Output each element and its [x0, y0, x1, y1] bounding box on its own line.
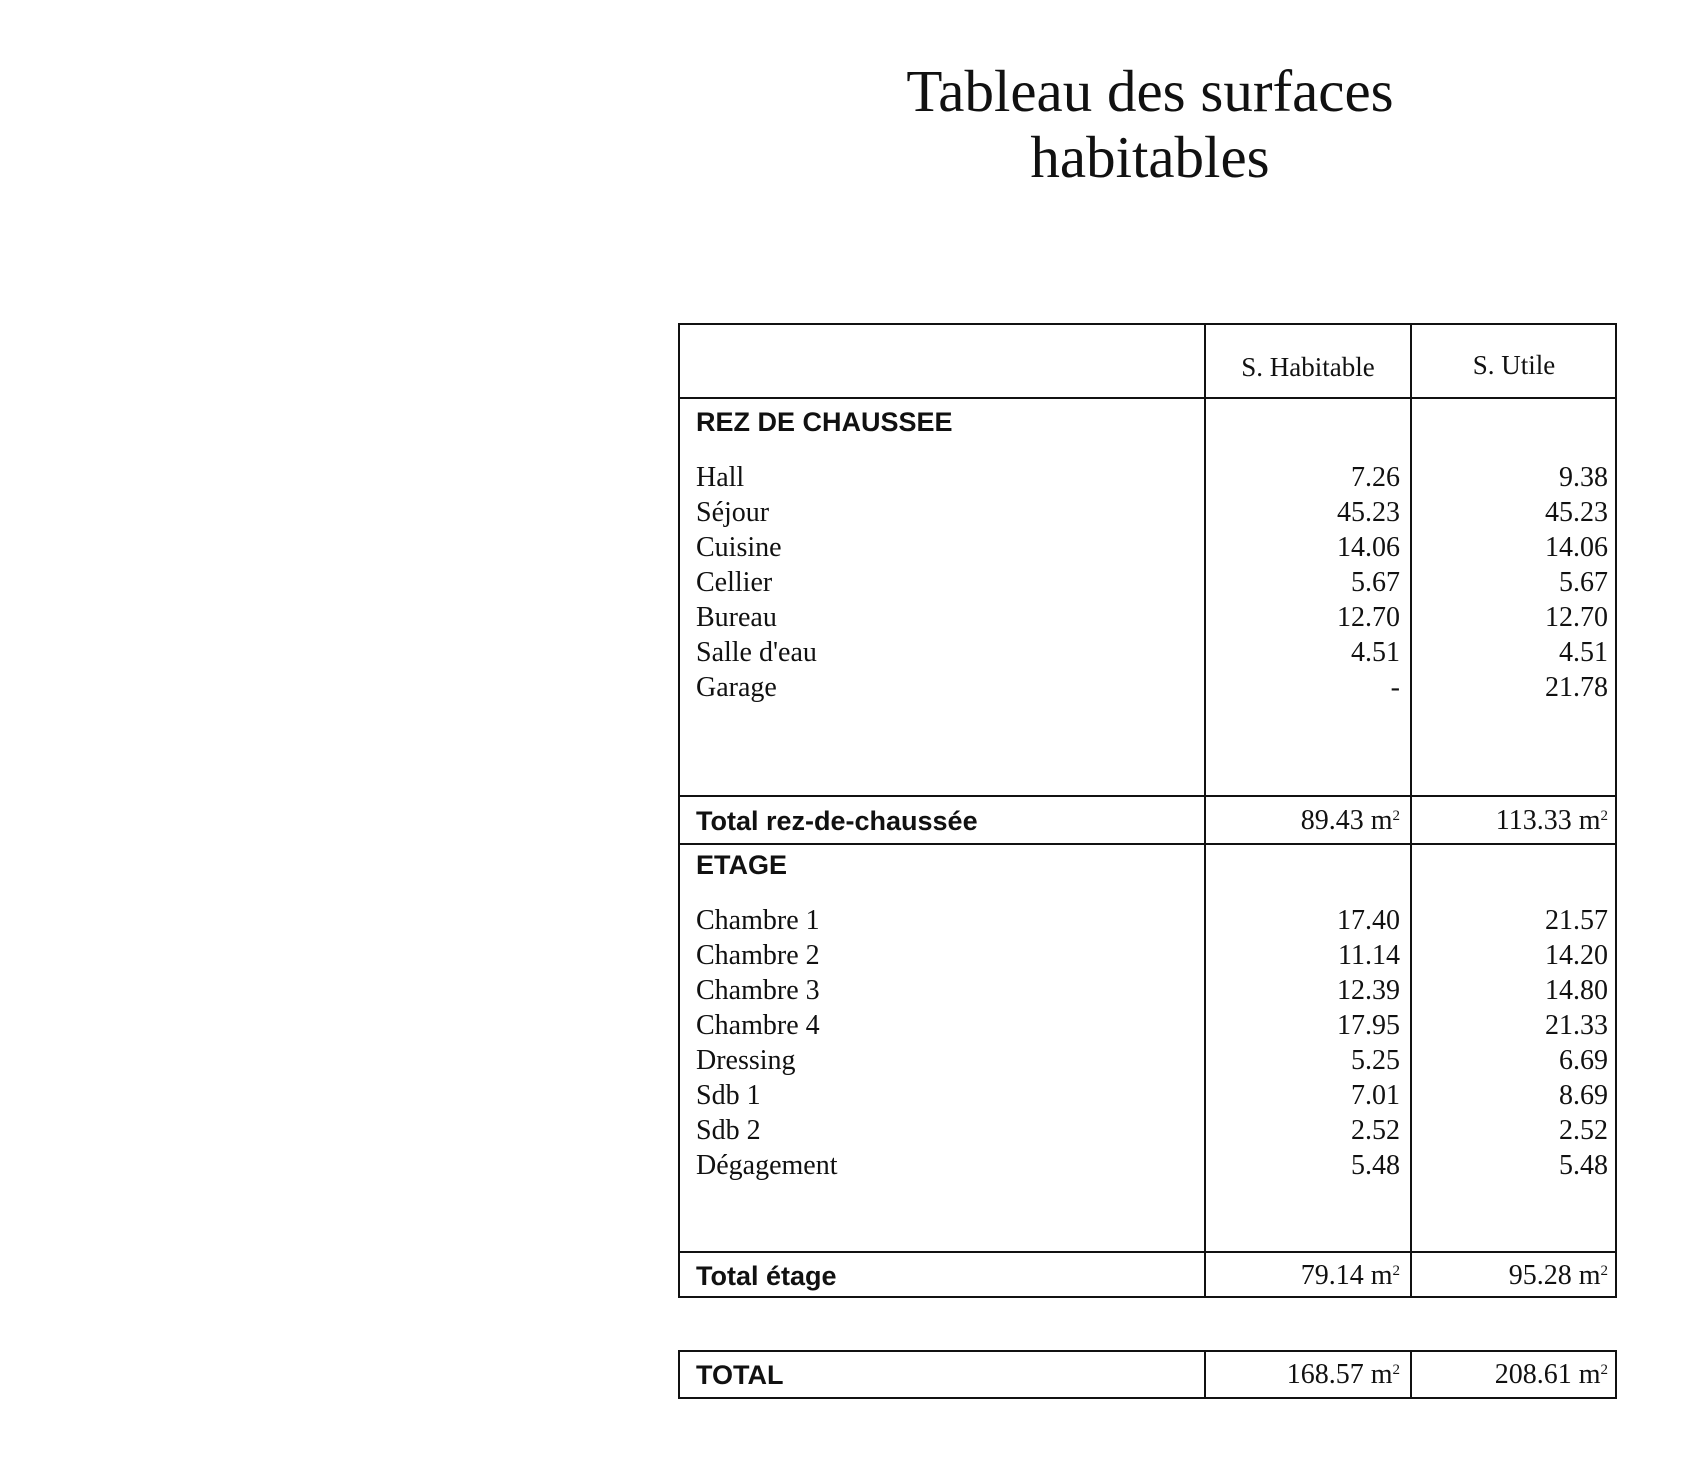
room-name: Bureau: [696, 602, 777, 633]
room-habitable: 7.01: [1351, 1080, 1400, 1111]
table-row: [680, 1078, 1615, 1113]
table-row: [680, 600, 1615, 635]
room-habitable: -: [1390, 672, 1400, 703]
room-name: Salle d'eau: [696, 637, 817, 668]
section-title-etage: ETAGE: [696, 850, 788, 880]
room-utile: 12.70: [1545, 602, 1608, 633]
table-row: [680, 635, 1615, 670]
room-habitable: 12.70: [1337, 602, 1400, 633]
total-row-rez-de-chaussee: [680, 801, 1615, 841]
room-utile: 4.51: [1559, 637, 1608, 668]
section-title-rez-de-chaussee: REZ DE CHAUSSEE: [696, 407, 953, 437]
room-name: Sdb 2: [696, 1115, 761, 1146]
room-utile: 14.06: [1545, 532, 1608, 563]
total-habitable: 79.14 $m^2$: [1300, 1260, 1400, 1291]
room-name: Sdb 1: [696, 1080, 761, 1111]
room-name: Dressing: [696, 1045, 796, 1076]
header-s-utile: S. Utile: [1472, 350, 1556, 380]
room-name: Hall: [696, 462, 745, 493]
room-utile: 8.69: [1559, 1080, 1608, 1111]
grand-total-label: TOTAL: [696, 1360, 784, 1390]
room-habitable: 2.52: [1351, 1115, 1400, 1146]
room-habitable: 14.06: [1337, 532, 1400, 563]
page-title-line-1: Tableau des surfaces: [906, 58, 1394, 124]
room-utile: 14.80: [1545, 975, 1608, 1006]
table-row: [680, 1008, 1615, 1043]
room-habitable: 11.14: [1338, 940, 1400, 971]
room-name: Chambre 2: [696, 940, 820, 971]
room-utile: 5.67: [1559, 567, 1608, 598]
table-row: [680, 1113, 1615, 1148]
room-name: Chambre 1: [696, 905, 820, 936]
table-row: [680, 1148, 1615, 1183]
total-label: Total rez-de-chaussée: [696, 806, 978, 836]
room-utile: 21.33: [1545, 1010, 1608, 1041]
room-utile: 6.69: [1559, 1045, 1608, 1076]
grand-total-table: [678, 1350, 1617, 1399]
total-row-etage: [680, 1256, 1615, 1296]
room-name: Séjour: [696, 497, 770, 528]
grand-total-habitable: 168.57 $m^2$: [1286, 1359, 1400, 1390]
total-utile: 113.33 $m^2$: [1495, 805, 1608, 836]
table-row: [680, 565, 1615, 600]
total-divider: [680, 795, 1615, 797]
room-habitable: 4.51: [1351, 637, 1400, 668]
room-habitable: 5.67: [1351, 567, 1400, 598]
header-row: [680, 325, 1615, 397]
total-habitable: 89.43 $m^2$: [1300, 805, 1400, 836]
table-row: [680, 938, 1615, 973]
room-name: Cuisine: [696, 532, 782, 563]
room-utile: 9.38: [1559, 462, 1608, 493]
table-row: [680, 670, 1615, 705]
room-habitable: 7.26: [1351, 462, 1400, 493]
room-utile: 21.57: [1545, 905, 1608, 936]
surfaces-table: [678, 323, 1617, 1298]
room-habitable: 45.23: [1337, 497, 1400, 528]
table-row: [680, 1043, 1615, 1078]
total-label: Total étage: [696, 1261, 837, 1291]
page-title: [770, 58, 1530, 190]
table-row: [680, 495, 1615, 530]
grand-total-utile: 208.61 $m^2$: [1494, 1359, 1608, 1390]
room-habitable: 5.48: [1351, 1150, 1400, 1181]
header-s-habitable: S. Habitable: [1241, 352, 1375, 382]
room-utile: 5.48: [1559, 1150, 1608, 1181]
total-utile: 95.28 $m^2$: [1508, 1260, 1608, 1291]
room-name: Chambre 4: [696, 1010, 820, 1041]
table-row: [680, 460, 1615, 495]
table-row: [680, 973, 1615, 1008]
total-divider: [680, 1251, 1615, 1253]
room-utile: 21.78: [1545, 672, 1608, 703]
header-divider: [680, 397, 1615, 399]
room-habitable: 17.40: [1337, 905, 1400, 936]
page-title-line-2: habitables: [1030, 124, 1270, 190]
room-name: Cellier: [696, 567, 773, 598]
room-utile: 14.20: [1545, 940, 1608, 971]
room-utile: 45.23: [1545, 497, 1608, 528]
room-habitable: 17.95: [1337, 1010, 1400, 1041]
room-habitable: 12.39: [1337, 975, 1400, 1006]
room-utile: 2.52: [1559, 1115, 1608, 1146]
grand-total-row: [680, 1354, 1615, 1396]
room-name: Chambre 3: [696, 975, 820, 1006]
room-name: Garage: [696, 672, 777, 703]
section-divider: [680, 843, 1615, 845]
room-name: Dégagement: [696, 1150, 838, 1181]
room-habitable: 5.25: [1351, 1045, 1400, 1076]
table-row: [680, 530, 1615, 565]
table-row: [680, 903, 1615, 938]
